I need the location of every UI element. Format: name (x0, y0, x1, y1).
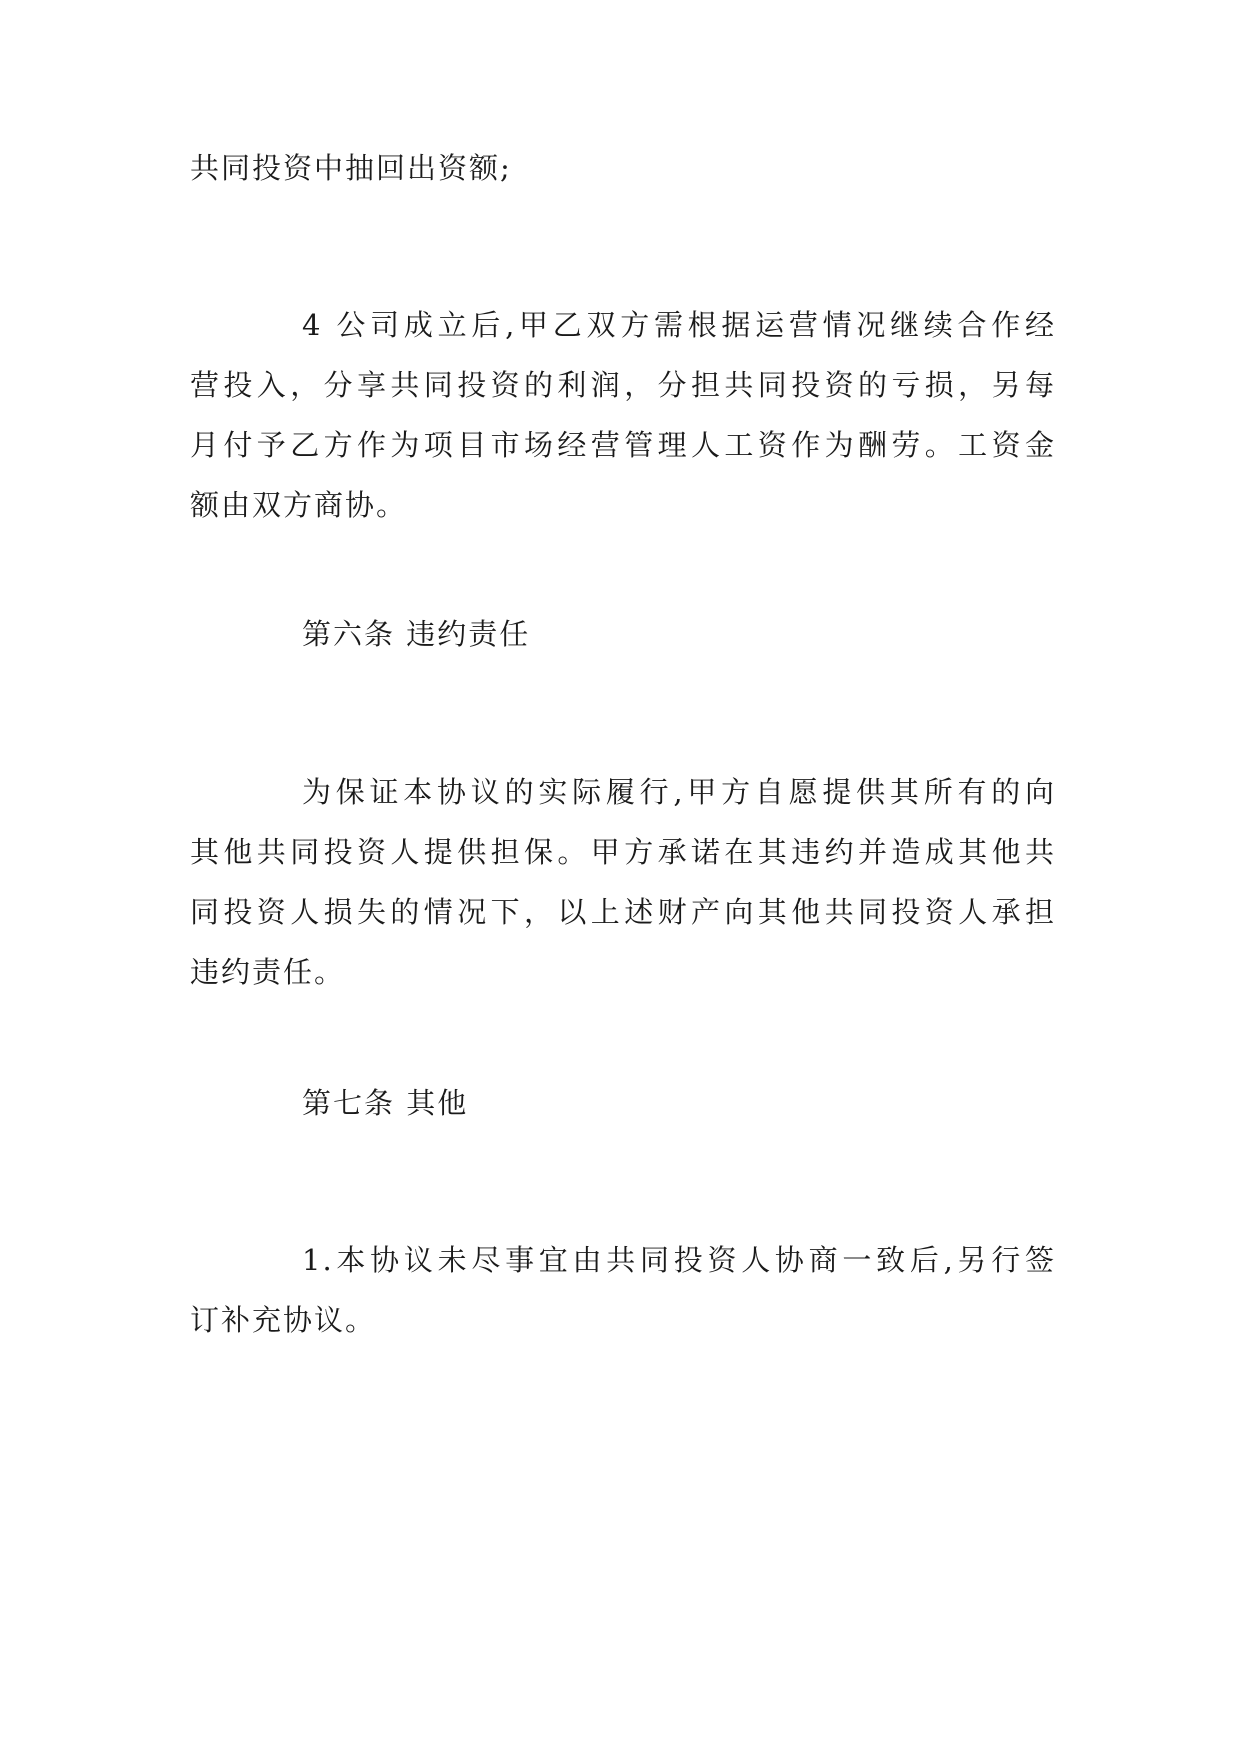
article-7-heading: 第七条 其他 (302, 1086, 469, 1120)
text-line: 订补充协议。 (190, 1303, 377, 1337)
text-line: 为保证本协议的实际履行,甲方自愿提供其所有的向 (302, 775, 1056, 809)
text-line: 额由双方商协。 (190, 488, 408, 522)
paragraph-article-6 (190, 762, 1056, 1002)
text-line: 1.本协议未尽事宜由共同投资人协商一致后,另行签 (302, 1243, 1056, 1277)
text-line: 营投入，分享共同投资的利润，分担共同投资的亏损，另每 (190, 368, 1056, 402)
text-line: 月付予乙方作为项目市场经营管理人工资作为酬劳。工资金 (190, 428, 1056, 462)
text-line: 4 公司成立后,甲乙双方需根据运营情况继续合作经 (302, 308, 1056, 342)
article-6-heading: 第六条 违约责任 (302, 617, 531, 651)
paragraph-article-7-item-1 (190, 1230, 1056, 1350)
paragraph-clause-4 (190, 295, 1056, 535)
text-line: 共同投资中抽回出资额; (190, 151, 512, 185)
text-line: 其他共同投资人提供担保。甲方承诺在其违约并造成其他共 (190, 835, 1056, 869)
paragraph-continued (190, 138, 1056, 198)
text-line: 违约责任。 (190, 955, 346, 989)
text-line: 同投资人损失的情况下，以上述财产向其他共同投资人承担 (190, 895, 1056, 929)
